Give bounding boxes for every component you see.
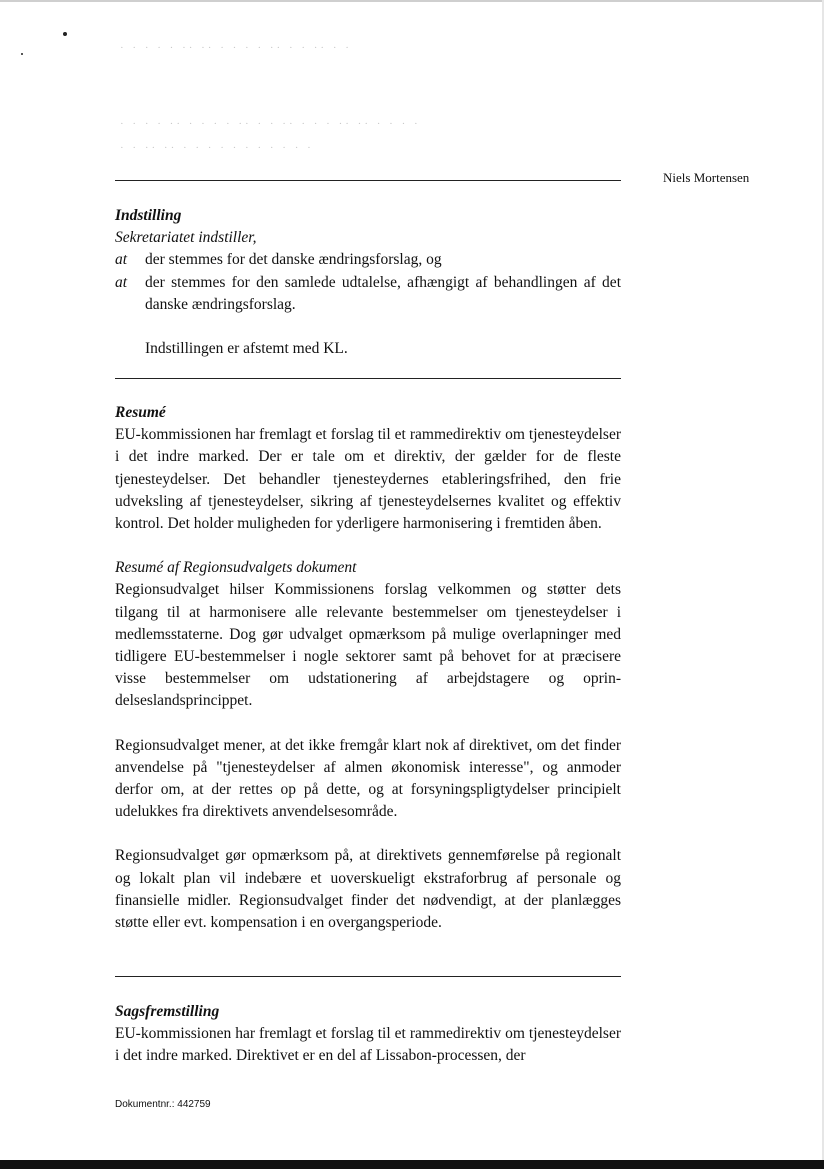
- paragraph: Regionsudvalget hilser Kommissionens forslag velkommen og støtter dets tilgang til at harmonisere alle relevante bestemmelser om tjenesteydelser i medlemsstaterne. Dog gør udvalget opmærksom på mulige overlapninger med tidligere EU-bestemmelser i nogle sektorer samt på behovet for at præcisere visse bestemmelser om udstationering af arbejdstagere og oprindelseslandsprincippet.: [115, 581, 621, 710]
- faded-letterhead-line: · · · · · ·· ·· · · · · ·· · · ·· · ·: [120, 42, 352, 54]
- section-sagsfremstilling: [115, 1001, 621, 1068]
- faded-letterhead-line: · · ·· ·· · · · · · · · · · · ·: [120, 142, 314, 154]
- author-name: Niels Mortensen: [663, 170, 750, 185]
- scan-top-edge: [0, 0, 824, 2]
- scan-bottom-edge: [0, 1160, 824, 1169]
- scan-speck: [21, 53, 23, 55]
- paragraph: EU-kommissionen har fremlagt et forslag til et rammedirektiv om tjenesteydelser i det indre marked. Der er tale om et direktiv, der gælder for de fleste tjenesteydelser. Det behandler tjenesteydernes etableringsfrihed, den frie udveksling af tjenesteydelser, sikring af tjenesteydelsernes kvalitet og effektiv kontrol. Det holder muligheden for yderligere harmonisering i fremtiden åben.: [115, 426, 621, 533]
- intro-line: Sekretariatet indstiller,: [115, 229, 257, 247]
- agreement-note: Indstillingen er afstemt med KL.: [145, 340, 348, 358]
- scan-speck: [63, 32, 67, 36]
- divider: [115, 180, 621, 181]
- item-text: der stemmes for den samlede udtalelse, afhængigt af behandlingen af det danske ændringsforslag.: [145, 273, 621, 313]
- section-heading: Indstilling: [115, 207, 182, 224]
- paragraph: EU-kommissionen har fremlagt et forslag til et rammedirektiv om tjenesteydelser i det indre marked. Direktivet er en del af Lissabon-processen, der: [115, 1025, 621, 1065]
- paragraph: Regionsudvalget mener, at det ikke fremgår klart nok af direktivet, om det finder anvendelse på "tjenesteydelser af almen økonomisk interesse", og anmoder derfor om, at der rettes op på dette, og at forsyningspligtydelser principielt udelukkes fra direktivets anvendelsesområde.: [115, 736, 621, 821]
- divider: [115, 976, 621, 977]
- paragraph: Regionsudvalget gør opmærksom på, at direktivets gennemførelse på regionalt og lokalt plan vil indebære et uoverskueligt ekstraforbrug af personale og finansielle midler. Regionsudvalget finder det nødvendigt, at der planlægges støtte eller evt. kompensation i en overgangsperiode.: [115, 847, 621, 932]
- recommendation-item: [115, 272, 621, 316]
- section-indstilling: [115, 205, 621, 360]
- faded-letterhead-line: · · · · ·· · · · · ·· · · ·· · · · ·· ·· · · · ·: [120, 118, 421, 130]
- item-marker: at: [115, 273, 128, 291]
- section-heading: Sagsfremstilling: [115, 1003, 220, 1020]
- item-marker: at: [115, 251, 128, 269]
- subsection-heading: Resumé af Regionsudvalgets dokument: [115, 559, 357, 577]
- item-text: der stemmes for det danske ændringsforslag, og: [145, 251, 442, 269]
- divider: [115, 378, 621, 379]
- document-number: Dokumentnr.: 442759: [115, 1099, 211, 1110]
- section-heading: Resumé: [115, 404, 166, 421]
- recommendation-item: [115, 249, 621, 271]
- section-resume: [115, 402, 621, 934]
